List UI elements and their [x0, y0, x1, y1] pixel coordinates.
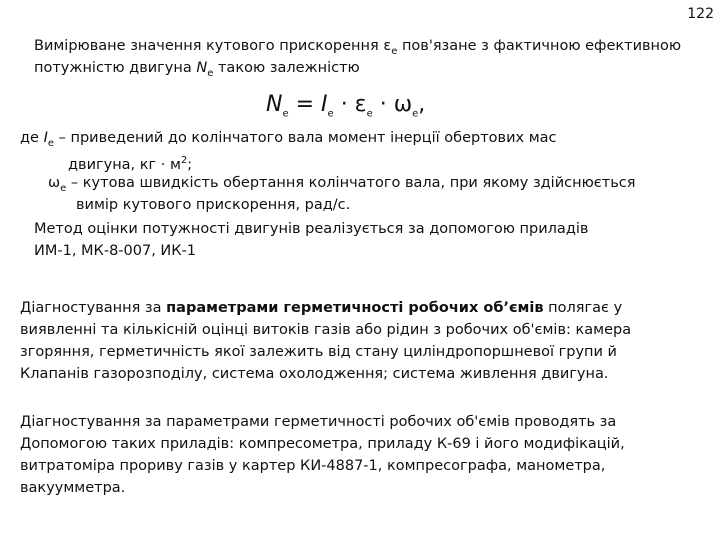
para2-line-3: витратоміра прориву газів у картер КИ-4887-1, компресографа, манометра,: [20, 458, 606, 474]
page-number: 122: [687, 6, 714, 22]
para2-line-4: вакуумметра.: [20, 480, 126, 496]
para2-line-1: Діагностування за параметрами герметичності робочих об'ємів проводять за: [20, 414, 617, 430]
para2-line-2: Допомогою таких приладів: компресометра, приладу К-69 і його модифікацій,: [20, 436, 625, 452]
para1-line-3: згоряння, герметичність якої залежить від стану циліндропоршневої групи й: [20, 344, 617, 360]
power-formula: $N_е = I_е \cdot \varepsilon_е \cdot \omega_е$,: [266, 92, 426, 120]
method-line-1: Метод оцінки потужності двигунів реалізується за допомогою приладів: [34, 221, 589, 237]
method-line-2: ИМ-1, МК-8-007, ИК-1: [34, 243, 197, 259]
intro-line-1: Вимірюване значення кутового прискорення $\varepsilon_е$ пов'язане з фактичною ефективною: [34, 38, 682, 57]
definition-angular-speed-line-1: $\omega_е$ – кутова швидкість обертання колінчатого вала, при якому здійснюється: [48, 175, 636, 194]
definition-inertia-line-1: де $I_е$ – приведений до колінчатого вала момент інерції обертових мас: [20, 130, 557, 149]
para1-line-2: виявленні та кількісній оцінці витоків газів або рідин з робочих об'ємів: камера: [20, 322, 632, 338]
definition-inertia-line-2: двигуна, кг · $м^2$;: [68, 155, 193, 173]
para1-line-1: Діагностування за параметрами герметичності робочих об’ємів полягає у: [20, 300, 623, 316]
intro-line-2: потужністю двигуна $N_е$ такою залежністю: [34, 60, 360, 79]
para1-line-4: Клапанів газорозподілу, система охолодження; система живлення двигуна.: [20, 366, 609, 382]
definition-angular-speed-line-2: вимір кутового прискорення, рад/с.: [76, 197, 351, 213]
